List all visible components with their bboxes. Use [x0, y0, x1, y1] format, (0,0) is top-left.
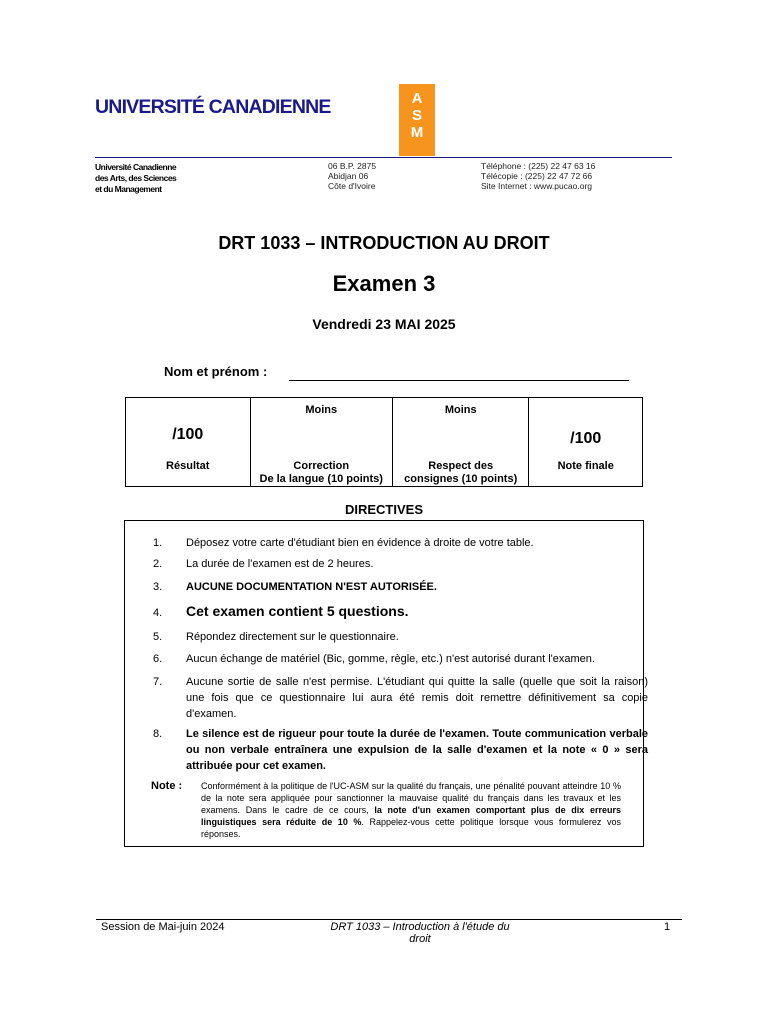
postal-address: [328, 161, 376, 191]
note-part: . Rappelez-vous cette politique lorsque vous formulerez vos réponses.: [201, 817, 622, 839]
directive-number: 4.: [153, 607, 163, 619]
final-score: /100: [570, 430, 602, 447]
final-grade-cell: [529, 398, 642, 486]
note-text: [201, 780, 621, 840]
label-line: Respect des: [428, 460, 494, 472]
directives-box: [124, 520, 648, 847]
fax-line: Télécopie : (225) 22 47 72 66: [481, 171, 593, 181]
footer-divider: [96, 919, 682, 920]
note-label: Note :: [151, 780, 183, 792]
directive-number: 2.: [153, 558, 163, 570]
subtitle-line: des Arts, des Sciences: [95, 173, 177, 183]
directive-number: 7.: [153, 676, 163, 688]
label-line: consignes (10 points): [404, 473, 518, 485]
logo-letter-m: M: [410, 124, 424, 141]
directive-text: AUCUNE DOCUMENTATION N'EST AUTORISÉE.: [186, 581, 437, 593]
directive-text: Aucune sortie de salle n'est permise. L'étudiant qui quitte la salle (quelle que soit la raison) une fois que ce questionnaire lui aura été remis doit remettre définitivement sa copie d'examen.: [186, 676, 648, 720]
final-grade-label: Note finale: [557, 460, 614, 472]
label-line: Correction: [293, 460, 350, 472]
minus-label: Moins: [305, 404, 338, 416]
result-cell: [126, 398, 251, 486]
footer-course-line: DRT 1033 – Introduction à l'étude du: [330, 921, 510, 933]
instructions-respect-cell: [393, 398, 529, 486]
directive-number: 6.: [153, 653, 163, 665]
footer-session: Session de Mai-juin 2024: [101, 921, 225, 933]
name-input-line[interactable]: [289, 380, 629, 381]
address-line: 06 B.P. 2875: [328, 161, 377, 171]
logo-letter-a: A: [411, 90, 423, 107]
directive-text: Répondez directement sur le questionnaire.: [186, 631, 399, 643]
result-label: Résultat: [166, 460, 210, 472]
phone-line: Téléphone : (225) 22 47 63 16: [481, 161, 596, 171]
directives-title: DIRECTIVES: [344, 502, 423, 517]
exam-title: Examen 3: [332, 271, 436, 296]
directive-text: Aucun échange de matériel (Bic, gomme, règle, etc.) n'est autorisé durant l'examen.: [186, 653, 595, 665]
language-correction-cell: [251, 398, 393, 486]
footer-course: [300, 921, 540, 945]
exam-date: Vendredi 23 MAI 2025: [312, 316, 456, 332]
score-table: [125, 397, 643, 487]
directive-text: Cet examen contient 5 questions.: [186, 603, 409, 619]
subtitle-line: et du Management: [95, 184, 162, 194]
directive-text: La durée de l'examen est de 2 heures.: [186, 558, 374, 570]
asm-logo: [399, 84, 435, 156]
logo-letter-s: S: [411, 107, 422, 124]
name-label: Nom et prénom :: [164, 364, 268, 379]
minus-label: Moins: [444, 404, 477, 416]
page-number: 1: [664, 921, 671, 933]
instructions-respect-label: [393, 460, 528, 486]
website-line: Site Internet : www.pucao.org: [481, 181, 593, 191]
course-title: DRT 1033 – INTRODUCTION AU DROIT: [218, 233, 550, 253]
address-line: Côte d'Ivoire: [328, 181, 376, 191]
directive-number: 5.: [153, 631, 163, 643]
directive-text: Le silence est de rigueur pour toute la durée de l'examen. Toute communication verbale ou non verbale entraînera une expulsion de la salle d'examen et la note « 0 » sera attribuée pour cet examen.: [186, 728, 648, 772]
note-part: Conformément à la politique de l'UC-ASM sur la qualité du français, une pénalité pouvant atteindre 10 % de la note sera appliquée pour sanctionner la mauvaise qualité du français dans les travaux et les examens. Dans le cadre de ce cours,: [201, 781, 621, 815]
footer-course-line: droit: [409, 933, 431, 945]
header-divider: [95, 157, 672, 158]
address-line: Abidjan 06: [328, 171, 369, 181]
university-name: UNIVERSITÉ CANADIENNE: [95, 96, 331, 118]
directive-number: 1.: [153, 537, 163, 549]
note-penalty-bold: la note d'un examen comportant plus de dix erreurs linguistiques sera réduite de 10 %: [201, 805, 621, 827]
subtitle-line: Université Canadienne: [95, 162, 177, 172]
directive-number: 8.: [153, 728, 163, 740]
university-subtitle: [95, 162, 176, 195]
contact-info: [481, 161, 595, 191]
directive-number: 3.: [153, 581, 163, 593]
label-line: De la langue (10 points): [259, 473, 383, 485]
result-score: /100: [172, 426, 204, 443]
language-correction-label: [251, 460, 392, 486]
directive-text: Déposez votre carte d'étudiant bien en évidence à droite de votre table.: [186, 537, 534, 549]
